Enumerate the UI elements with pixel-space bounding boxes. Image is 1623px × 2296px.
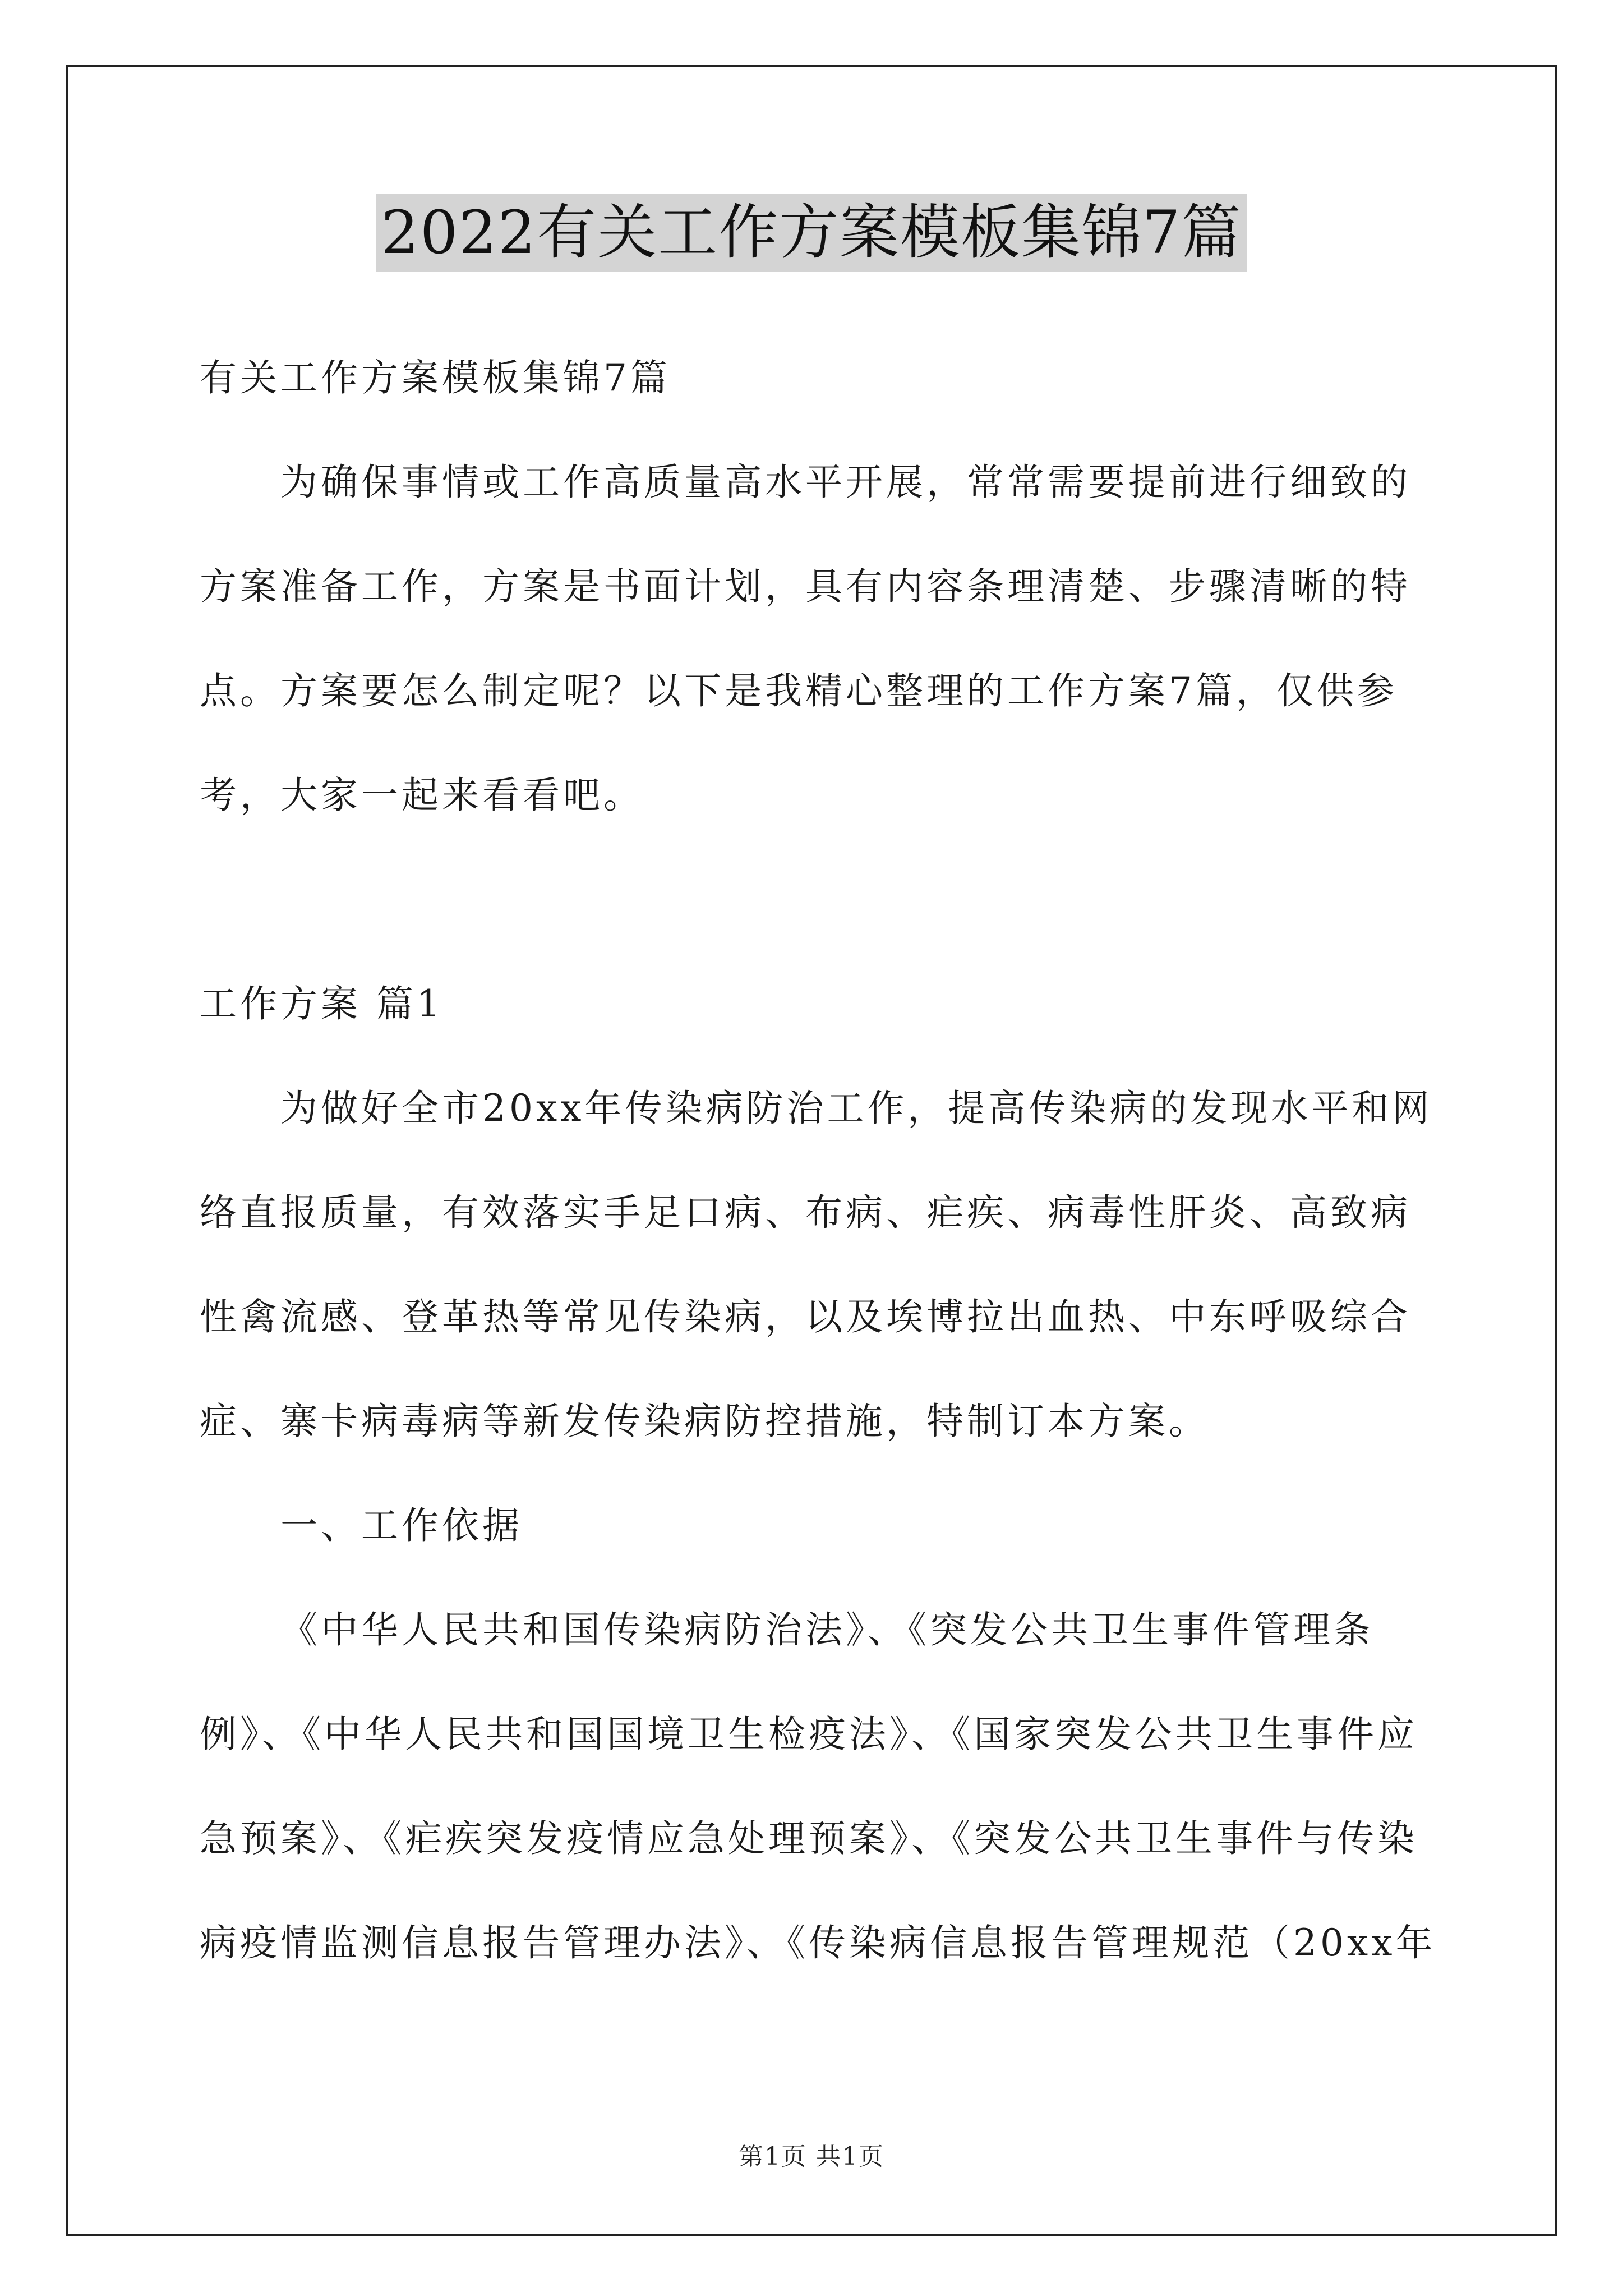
paragraph-line: 点。方案要怎么制定呢？以下是我精心整理的工作方案7篇，仅供参 [200,669,1398,712]
page-footer: 第1页 共1页 [739,2142,884,2171]
section-heading: 工作方案 篇1 [200,982,444,1025]
document-title: 2022有关工作方案模板集锦7篇 [376,194,1246,272]
paragraph-line: 病疫情监测信息报告管理办法》、《传染病信息报告管理规范（20xx年 [200,1921,1436,1964]
paragraph-line: 为做好全市20xx年传染病防治工作，提高传染病的发现水平和网 [280,1087,1433,1130]
paragraph-line: 症、寨卡病毒病等新发传染病防控措施，特制订本方案。 [200,1400,1209,1443]
paragraph-line: 性禽流感、登革热等常见传染病，以及埃博拉出血热、中东呼吸综合 [200,1295,1411,1338]
title-wrap [0,194,1623,272]
paragraph-line: 络直报质量，有效落实手足口病、布病、疟疾、病毒性肝炎、高致病 [200,1191,1411,1234]
paragraph-line: 方案准备工作，方案是书面计划，具有内容条理清楚、步骤清晰的特 [200,565,1411,608]
paragraph-line: 考，大家一起来看看吧。 [200,774,644,817]
paragraph-line: 急预案》、《疟疾突发疫情应急处理预案》、《突发公共卫生事件与传染 [200,1817,1418,1860]
paragraph-line: 为确保事情或工作高质量高水平开展，常常需要提前进行细致的 [280,461,1411,504]
paragraph-line: 《中华人民共和国传染病防治法》、《突发公共卫生事件管理条 [280,1608,1374,1651]
subtitle-line: 有关工作方案模板集锦7篇 [200,356,671,399]
subsection-heading: 一、工作依据 [280,1504,523,1547]
paragraph-line: 例》、《中华人民共和国国境卫生检疫法》、《国家突发公共卫生事件应 [200,1713,1418,1756]
